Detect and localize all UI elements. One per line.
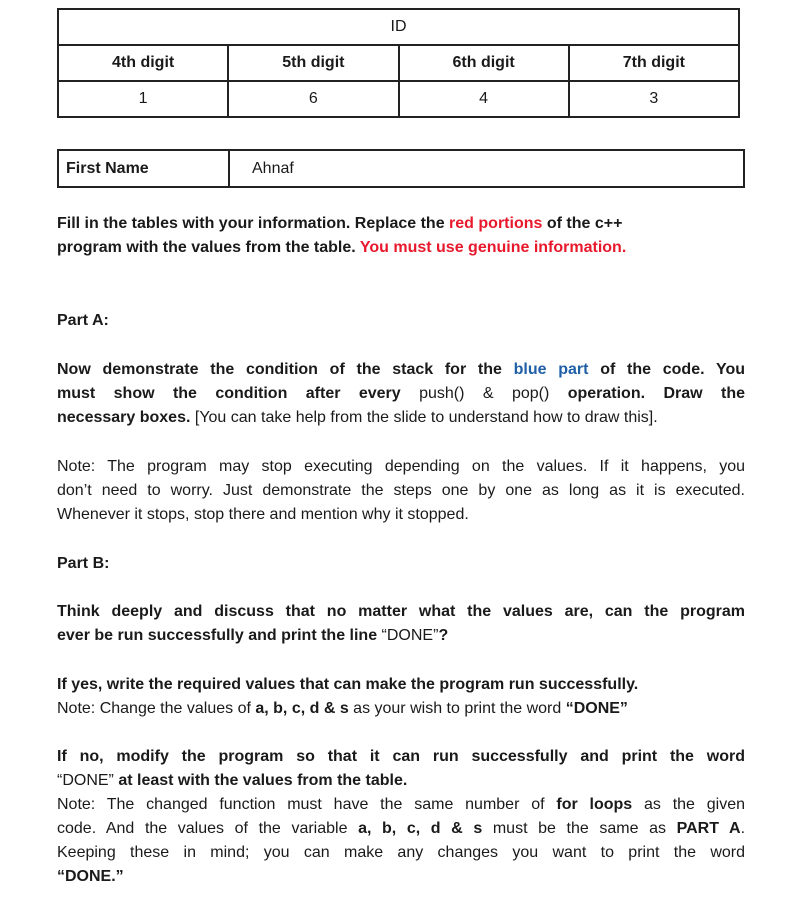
part-b-yes bbox=[57, 673, 745, 721]
no-line: Keeping these in mind; you can make any changes you want to print the word bbox=[57, 844, 745, 861]
part-b-no bbox=[57, 745, 745, 889]
part-a-heading: Part A: bbox=[57, 312, 109, 329]
part-a-text: operation. Draw the bbox=[549, 385, 745, 402]
value-6th-digit[interactable]: 4 bbox=[399, 81, 569, 117]
yes-text: “DONE” bbox=[565, 700, 628, 717]
no-text: code. And the values of the variable bbox=[57, 820, 359, 837]
no-line: “DONE.” bbox=[57, 868, 124, 885]
part-a-note bbox=[57, 455, 745, 527]
yes-line: If yes, write the required values that can make the program run successfully. bbox=[57, 676, 639, 693]
part-a-instructions bbox=[57, 358, 745, 430]
part-a-text: push() & pop() bbox=[419, 385, 550, 402]
first-name-value[interactable]: Ahnaf bbox=[229, 150, 744, 187]
question-text: ? bbox=[438, 627, 449, 644]
col-7th-digit: 7th digit bbox=[569, 45, 739, 81]
yes-text: a, b, c, d & s bbox=[255, 700, 349, 717]
no-text: “DONE” bbox=[57, 772, 114, 789]
question-text: ever be run successfully and print the line bbox=[57, 627, 382, 644]
instructions bbox=[57, 212, 745, 260]
question-line: Think deeply and discuss that no matter what the values are, can the program bbox=[57, 603, 745, 620]
part-a-text: [You can take help from the slide to understand how to draw this]. bbox=[190, 409, 658, 426]
col-5th-digit: 5th digit bbox=[228, 45, 398, 81]
no-text: Note: The changed function must have the same number of bbox=[57, 796, 557, 813]
question-text: “DONE” bbox=[381, 627, 439, 644]
no-text: at least with the values from the table. bbox=[113, 772, 408, 789]
part-a-text: of the code. You bbox=[588, 361, 746, 378]
no-text: as the given bbox=[632, 796, 746, 813]
yes-text: Note: Change the values of bbox=[57, 700, 256, 717]
part-b-question bbox=[57, 600, 745, 648]
value-4th-digit[interactable]: 1 bbox=[58, 81, 228, 117]
intro-text: Fill in the tables with your information. Replace the bbox=[57, 215, 450, 232]
no-text: for loops bbox=[556, 796, 633, 813]
col-4th-digit: 4th digit bbox=[58, 45, 228, 81]
note-line: Note: The program may stop executing depending on the values. If it happens, you bbox=[57, 458, 745, 475]
col-6th-digit: 6th digit bbox=[399, 45, 569, 81]
first-name-table bbox=[57, 149, 745, 188]
part-a-text: must show the condition after every bbox=[57, 385, 420, 402]
no-text: . bbox=[740, 820, 746, 837]
value-7th-digit[interactable]: 3 bbox=[569, 81, 739, 117]
no-line: If no, modify the program so that it can run successfully and print the word bbox=[57, 748, 745, 765]
note-line: don’t need to worry. Just demonstrate the steps one by one as long as it is executed. bbox=[57, 482, 745, 499]
id-header: ID bbox=[58, 9, 739, 45]
part-a-text: necessary boxes. bbox=[57, 409, 191, 426]
yes-text: as your wish to print the word bbox=[348, 700, 566, 717]
value-5th-digit[interactable]: 6 bbox=[228, 81, 398, 117]
intro-text: program with the values from the table. bbox=[57, 239, 360, 256]
id-table bbox=[57, 8, 740, 118]
note-line: Whenever it stops, stop there and mention why it stopped. bbox=[57, 506, 469, 523]
part-a-text: Now demonstrate the condition of the stack for the bbox=[57, 361, 514, 378]
intro-text: of the c++ bbox=[542, 215, 623, 232]
no-text: must be the same as bbox=[482, 820, 677, 837]
no-text: PART A bbox=[676, 820, 741, 837]
intro-red-text: You must use genuine information. bbox=[359, 239, 627, 256]
intro-red-text: red portions bbox=[449, 215, 543, 232]
no-text: a, b, c, d & s bbox=[358, 820, 483, 837]
first-name-label: First Name bbox=[58, 150, 229, 187]
part-b-heading: Part B: bbox=[57, 555, 110, 572]
part-a-blue-text: blue part bbox=[513, 361, 589, 378]
